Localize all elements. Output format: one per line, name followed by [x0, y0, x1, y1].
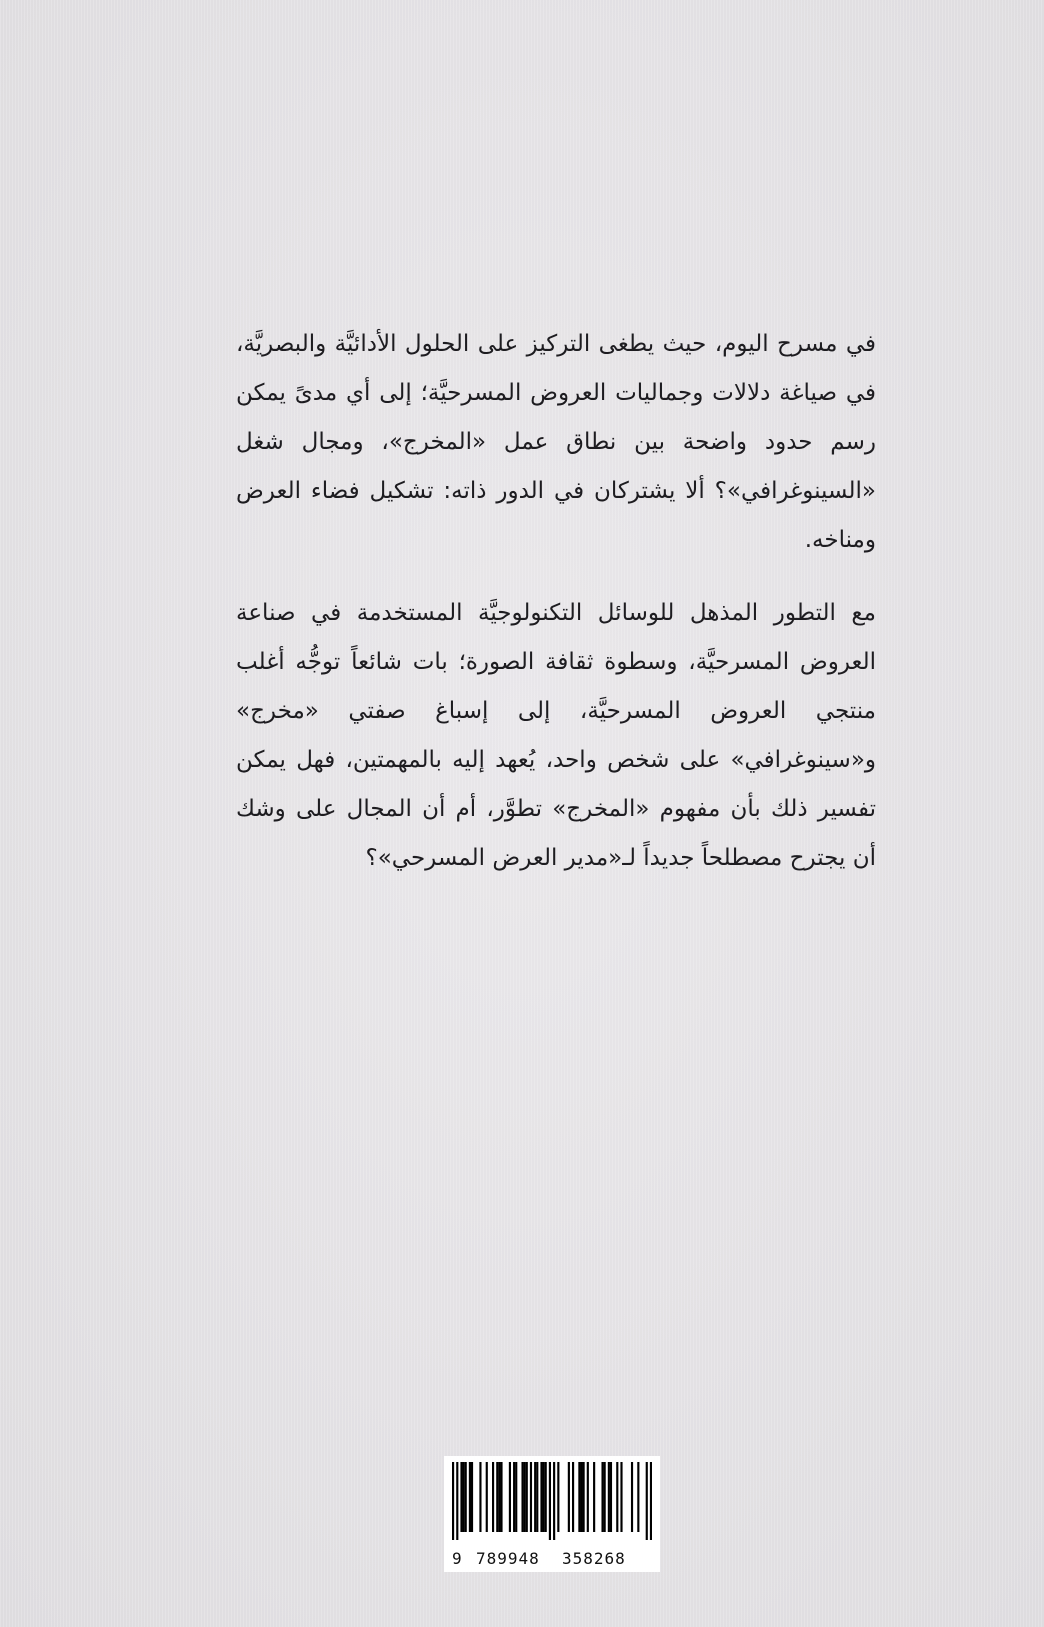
barcode-bar	[452, 1462, 454, 1540]
barcode-bar	[496, 1462, 498, 1532]
barcode-bar	[540, 1462, 542, 1532]
barcode-bar	[583, 1462, 585, 1532]
isbn-left-group: 789948	[476, 1549, 540, 1568]
isbn-first-digit: 9	[452, 1549, 462, 1568]
barcode-bar	[456, 1462, 458, 1540]
barcode-bar	[524, 1462, 526, 1532]
barcode-bar	[620, 1462, 622, 1532]
barcode-bar	[587, 1462, 589, 1532]
barcode-bar	[650, 1462, 652, 1540]
barcode-bar	[572, 1462, 574, 1532]
blurb-text	[236, 320, 876, 883]
barcode-bar	[492, 1462, 494, 1532]
barcode-bar	[536, 1462, 538, 1532]
barcode-bar	[557, 1462, 559, 1532]
barcode-bars	[452, 1462, 652, 1540]
barcode-bar	[521, 1462, 523, 1532]
barcode-bar	[646, 1462, 648, 1540]
barcode-bar	[549, 1462, 551, 1540]
barcode-bar	[608, 1462, 610, 1532]
barcode-bar	[509, 1462, 511, 1532]
barcode-bar	[526, 1462, 528, 1532]
barcode-bar	[465, 1462, 467, 1532]
barcode-bar	[604, 1462, 606, 1532]
barcode-bar	[463, 1462, 465, 1532]
barcode-bar	[471, 1462, 473, 1532]
barcode-bar	[580, 1462, 582, 1532]
barcode-bar	[545, 1462, 547, 1532]
barcode-bar	[610, 1462, 612, 1532]
blurb-paragraph-2: مع التطور المذهل للوسائل التكنولوجيَّة المستخدمة في صناعة العروض المسرحيَّة، وسطوة ثقافة الصورة؛ بات شائعاً توجُّه أغلب منتجي العروض المسرحيَّة، إلى إسباغ صفتي «مخرج» و«سينوغرافي» على شخص واحد، يُعهد إليه بالمهمتين، فهل يمكن تفسير ذلك بأن مفهوم «المخرج» تطوَّر، أم أن المجال على وشك أن يجترح مصطلحاً جديداً لـ«مدير العرض المسرحي»؟	[236, 600, 876, 871]
barcode-bar	[543, 1462, 545, 1532]
barcode-bar	[469, 1462, 471, 1532]
barcode-bar	[568, 1462, 570, 1532]
blurb-paragraph-1: في مسرح اليوم، حيث يطغى التركيز على الحلول الأدائيَّة والبصريَّة، في صياغة دلالات وجماليات العروض المسرحيَّة؛ إلى أي مدىً يمكن رسم حدود واضحة بين نطاق عمل «المخرج»، ومجال شغل «السينوغرافي»؟ ألا يشتركان في الدور ذاته: تشكيل فضاء العرض ومناخه.	[236, 331, 876, 553]
barcode-bar	[498, 1462, 500, 1532]
isbn-number	[452, 1546, 652, 1568]
barcode-bar	[593, 1462, 595, 1532]
barcode-bar	[479, 1462, 481, 1532]
barcode-bar	[631, 1462, 633, 1532]
isbn-right-group: 358268	[562, 1549, 626, 1568]
barcode-bar	[578, 1462, 580, 1532]
barcode-bar	[637, 1462, 639, 1532]
isbn-barcode	[444, 1456, 660, 1572]
barcode-bar	[601, 1462, 603, 1532]
barcode-bar	[513, 1462, 515, 1532]
barcode-bar	[515, 1462, 517, 1532]
barcode-bar	[616, 1462, 618, 1532]
barcode-bar	[460, 1462, 462, 1532]
barcode-bar	[553, 1462, 555, 1540]
barcode-bar	[486, 1462, 488, 1532]
barcode-bar	[530, 1462, 532, 1532]
barcode-bar	[534, 1462, 536, 1532]
barcode-bar	[500, 1462, 502, 1532]
